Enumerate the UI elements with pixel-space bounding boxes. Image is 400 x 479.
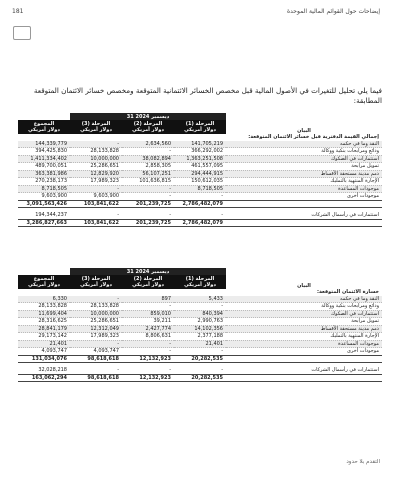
extra-s2: - bbox=[122, 367, 174, 374]
column-header-stage2: المرحلة (2) دولار أمريكي bbox=[122, 275, 174, 289]
value-t: 8,718,505 bbox=[18, 185, 70, 193]
value-s1: 150,612,035 bbox=[174, 178, 226, 186]
subtotal-s3: 98,618,618 bbox=[70, 355, 122, 363]
value-t: 6,330 bbox=[18, 296, 70, 303]
row-label: ذمم مدينة مستحقة الأقساط bbox=[226, 170, 382, 178]
table-row bbox=[18, 348, 382, 356]
value-t: 9,603,900 bbox=[18, 193, 70, 201]
table-row bbox=[18, 310, 382, 318]
value-t: 1,411,334,402 bbox=[18, 155, 70, 163]
extra-t: 194,344,237 bbox=[18, 212, 70, 219]
row-label: ودائع ومرابحات بنكية ووكالة bbox=[226, 148, 382, 156]
value-s3: - bbox=[70, 340, 122, 348]
value-s3: - bbox=[70, 141, 122, 148]
value-s3: 28,133,828 bbox=[70, 148, 122, 156]
value-s3: 12,312,049 bbox=[70, 325, 122, 333]
value-t: 29,173,142 bbox=[18, 333, 70, 341]
table-row bbox=[18, 185, 382, 193]
row-label: ودائع ومرابحات بنكية ووكالة bbox=[226, 303, 382, 311]
table-row bbox=[18, 155, 382, 163]
row-label: موجودات أخرى bbox=[226, 348, 382, 356]
value-s2: 859,010 bbox=[122, 310, 174, 318]
column-header-total: المجموع دولار أمريكي bbox=[18, 275, 70, 289]
ecl-table bbox=[18, 268, 382, 382]
page-number: 181 bbox=[12, 8, 24, 15]
value-s2: - bbox=[122, 348, 174, 356]
value-s1: 141,705,219 bbox=[174, 141, 226, 148]
value-s1: 2,990,763 bbox=[174, 318, 226, 326]
value-s1: 8,718,505 bbox=[174, 185, 226, 193]
column-header-stage3: المرحلة (3) دولار أمريكي bbox=[70, 120, 122, 134]
band-spacer bbox=[18, 268, 70, 275]
value-s1: 21,401 bbox=[174, 340, 226, 348]
total-s3: 98,618,618 bbox=[70, 374, 122, 382]
extra-label: استثمارات في رأسمال الشركات bbox=[226, 212, 382, 219]
value-s1: 14,102,356 bbox=[174, 325, 226, 333]
value-s1: 461,557,095 bbox=[174, 163, 226, 171]
value-s2: 101,636,815 bbox=[122, 178, 174, 186]
total-s2: 201,239,725 bbox=[122, 219, 174, 227]
column-header-total: المجموع دولار أمريكي bbox=[18, 120, 70, 134]
value-t: 144,339,779 bbox=[18, 141, 70, 148]
extra-t: 32,028,218 bbox=[18, 367, 70, 374]
value-t: 489,700,051 bbox=[18, 163, 70, 171]
total-label bbox=[226, 374, 382, 382]
column-header-stage1: المرحلة (1) دولار أمريكي bbox=[174, 275, 226, 289]
value-s3: 12,829,920 bbox=[70, 170, 122, 178]
row-label: النقد وما في حكمه bbox=[226, 296, 382, 303]
value-s2: - bbox=[122, 303, 174, 311]
table-row bbox=[18, 318, 382, 326]
extra-s3: - bbox=[70, 212, 122, 219]
page-header bbox=[0, 0, 400, 36]
value-t: 11,699,404 bbox=[18, 310, 70, 318]
value-s1: 840,394 bbox=[174, 310, 226, 318]
extra-s2: - bbox=[122, 212, 174, 219]
table-row bbox=[18, 193, 382, 201]
value-s3: 25,286,651 bbox=[70, 318, 122, 326]
year-header: 31 ديسمبر 2024 bbox=[70, 113, 226, 120]
section-title: خسارة الائتمان المتوقعة: bbox=[317, 289, 379, 296]
value-t: 270,238,173 bbox=[18, 178, 70, 186]
column-header-stage1: المرحلة (1) دولار أمريكي bbox=[174, 120, 226, 134]
table-row bbox=[18, 340, 382, 348]
total-t: 163,062,294 bbox=[18, 374, 70, 382]
value-s2: 897 bbox=[122, 296, 174, 303]
column-header-item: البيان bbox=[226, 275, 382, 289]
table-row bbox=[18, 141, 382, 148]
subtotal-s2: 201,239,725 bbox=[122, 200, 174, 208]
subtotal-label bbox=[226, 200, 382, 208]
row-label: تمويل مرابحة bbox=[226, 163, 382, 171]
row-label: ذمم مدينة مستحقة الأقساط bbox=[226, 325, 382, 333]
running-title: إيضاحات حول القوائم المالية الموحدة bbox=[286, 8, 380, 15]
total-t: 3,286,827,663 bbox=[18, 219, 70, 227]
band-spacer bbox=[226, 268, 382, 275]
value-s3: 10,000,000 bbox=[70, 310, 122, 318]
year-header: 31 ديسمبر 2024 bbox=[70, 268, 226, 275]
value-t: 28,133,828 bbox=[18, 303, 70, 311]
subtotal-s1: 20,282,535 bbox=[174, 355, 226, 363]
value-s1: 2,377,188 bbox=[174, 333, 226, 341]
value-s1: 1,363,251,508 bbox=[174, 155, 226, 163]
band-spacer bbox=[18, 113, 70, 120]
value-s2: 2,858,305 bbox=[122, 163, 174, 171]
subtotal-label bbox=[226, 355, 382, 363]
total-s1: 2,786,482,079 bbox=[174, 219, 226, 227]
total-s1: 20,282,535 bbox=[174, 374, 226, 382]
table-row bbox=[18, 170, 382, 178]
value-t: 4,093,747 bbox=[18, 348, 70, 356]
table-row bbox=[18, 163, 382, 171]
band-spacer bbox=[226, 113, 382, 120]
value-s3: 10,000,000 bbox=[70, 155, 122, 163]
value-s1: 294,444,915 bbox=[174, 170, 226, 178]
extra-label: استثمارات في رأسمال الشركات bbox=[226, 367, 382, 374]
table-row bbox=[18, 296, 382, 303]
value-s3: 4,093,747 bbox=[70, 348, 122, 356]
value-s2: - bbox=[122, 148, 174, 156]
value-s2: 38,082,894 bbox=[122, 155, 174, 163]
value-s3: - bbox=[70, 185, 122, 193]
footer-tagline: التقدم بلا حدود bbox=[346, 459, 380, 465]
total-s2: 12,132,923 bbox=[122, 374, 174, 382]
value-t: 28,841,179 bbox=[18, 325, 70, 333]
company-logo-icon bbox=[13, 26, 31, 40]
extra-s3: - bbox=[70, 367, 122, 374]
row-label: موجودات أخرى bbox=[226, 193, 382, 201]
subtotal-s1: 2,786,482,079 bbox=[174, 200, 226, 208]
row-label: الإجارة المنتهية بالتمليك bbox=[226, 333, 382, 341]
value-s2: - bbox=[122, 193, 174, 201]
value-s1: - bbox=[174, 303, 226, 311]
value-s1: 5,433 bbox=[174, 296, 226, 303]
table-row bbox=[18, 303, 382, 311]
value-s3: - bbox=[70, 296, 122, 303]
value-s1: - bbox=[174, 193, 226, 201]
total-label bbox=[226, 219, 382, 227]
section-title: إجمالي القيمة الدفترية قبل خسائر الائتمان المتوقعة: bbox=[248, 134, 379, 141]
value-s2: 2,634,560 bbox=[122, 141, 174, 148]
column-header-item: البيان bbox=[226, 120, 382, 134]
row-label: استثمارات في الصكوك bbox=[226, 155, 382, 163]
table-row bbox=[18, 178, 382, 186]
value-t: 21,401 bbox=[18, 340, 70, 348]
table-row bbox=[18, 325, 382, 333]
value-s2: 39,211 bbox=[122, 318, 174, 326]
value-s3: 28,133,828 bbox=[70, 303, 122, 311]
value-s3: 17,989,323 bbox=[70, 178, 122, 186]
subtotal-s3: 103,841,622 bbox=[70, 200, 122, 208]
value-s2: - bbox=[122, 185, 174, 193]
value-s2: - bbox=[122, 340, 174, 348]
value-s2: 2,427,774 bbox=[122, 325, 174, 333]
row-label: النقد وما في حكمه bbox=[226, 141, 382, 148]
subtotal-s2: 12,132,923 bbox=[122, 355, 174, 363]
value-s3: 25,286,651 bbox=[70, 163, 122, 171]
value-t: 394,425,830 bbox=[18, 148, 70, 156]
row-label: موجودات المساعدة bbox=[226, 340, 382, 348]
gross-carrying-table bbox=[18, 113, 382, 227]
table-row bbox=[18, 148, 382, 156]
value-s3: 9,603,900 bbox=[70, 193, 122, 201]
value-t: 28,316,625 bbox=[18, 318, 70, 326]
column-header-stage2: المرحلة (2) دولار أمريكي bbox=[122, 120, 174, 134]
value-s2: 56,107,251 bbox=[122, 170, 174, 178]
row-label: استثمارات في الصكوك bbox=[226, 310, 382, 318]
intro-paragraph: فيما يلي تحليل للتغيرات في الأصول المالية قبل مخصص الخسائر الائتمانية المتوقعة ومخصص خسائر الائتمان المتوقعة المطابقة: bbox=[33, 86, 382, 105]
extra-s1: - bbox=[174, 367, 226, 374]
subtotal-t: 131,034,076 bbox=[18, 355, 70, 363]
value-s2: 8,806,631 bbox=[122, 333, 174, 341]
extra-s1: - bbox=[174, 212, 226, 219]
row-label: الإجارة المنتهية بالتمليك bbox=[226, 178, 382, 186]
column-header-stage3: المرحلة (3) دولار أمريكي bbox=[70, 275, 122, 289]
subtotal-t: 3,091,563,426 bbox=[18, 200, 70, 208]
value-s1: 366,292,002 bbox=[174, 148, 226, 156]
total-s3: 103,841,622 bbox=[70, 219, 122, 227]
row-label: تمويل مرابحة bbox=[226, 318, 382, 326]
value-t: 363,381,986 bbox=[18, 170, 70, 178]
value-s1: - bbox=[174, 348, 226, 356]
value-s3: 17,989,323 bbox=[70, 333, 122, 341]
row-label: موجودات المساعدة bbox=[226, 185, 382, 193]
table-row bbox=[18, 333, 382, 341]
